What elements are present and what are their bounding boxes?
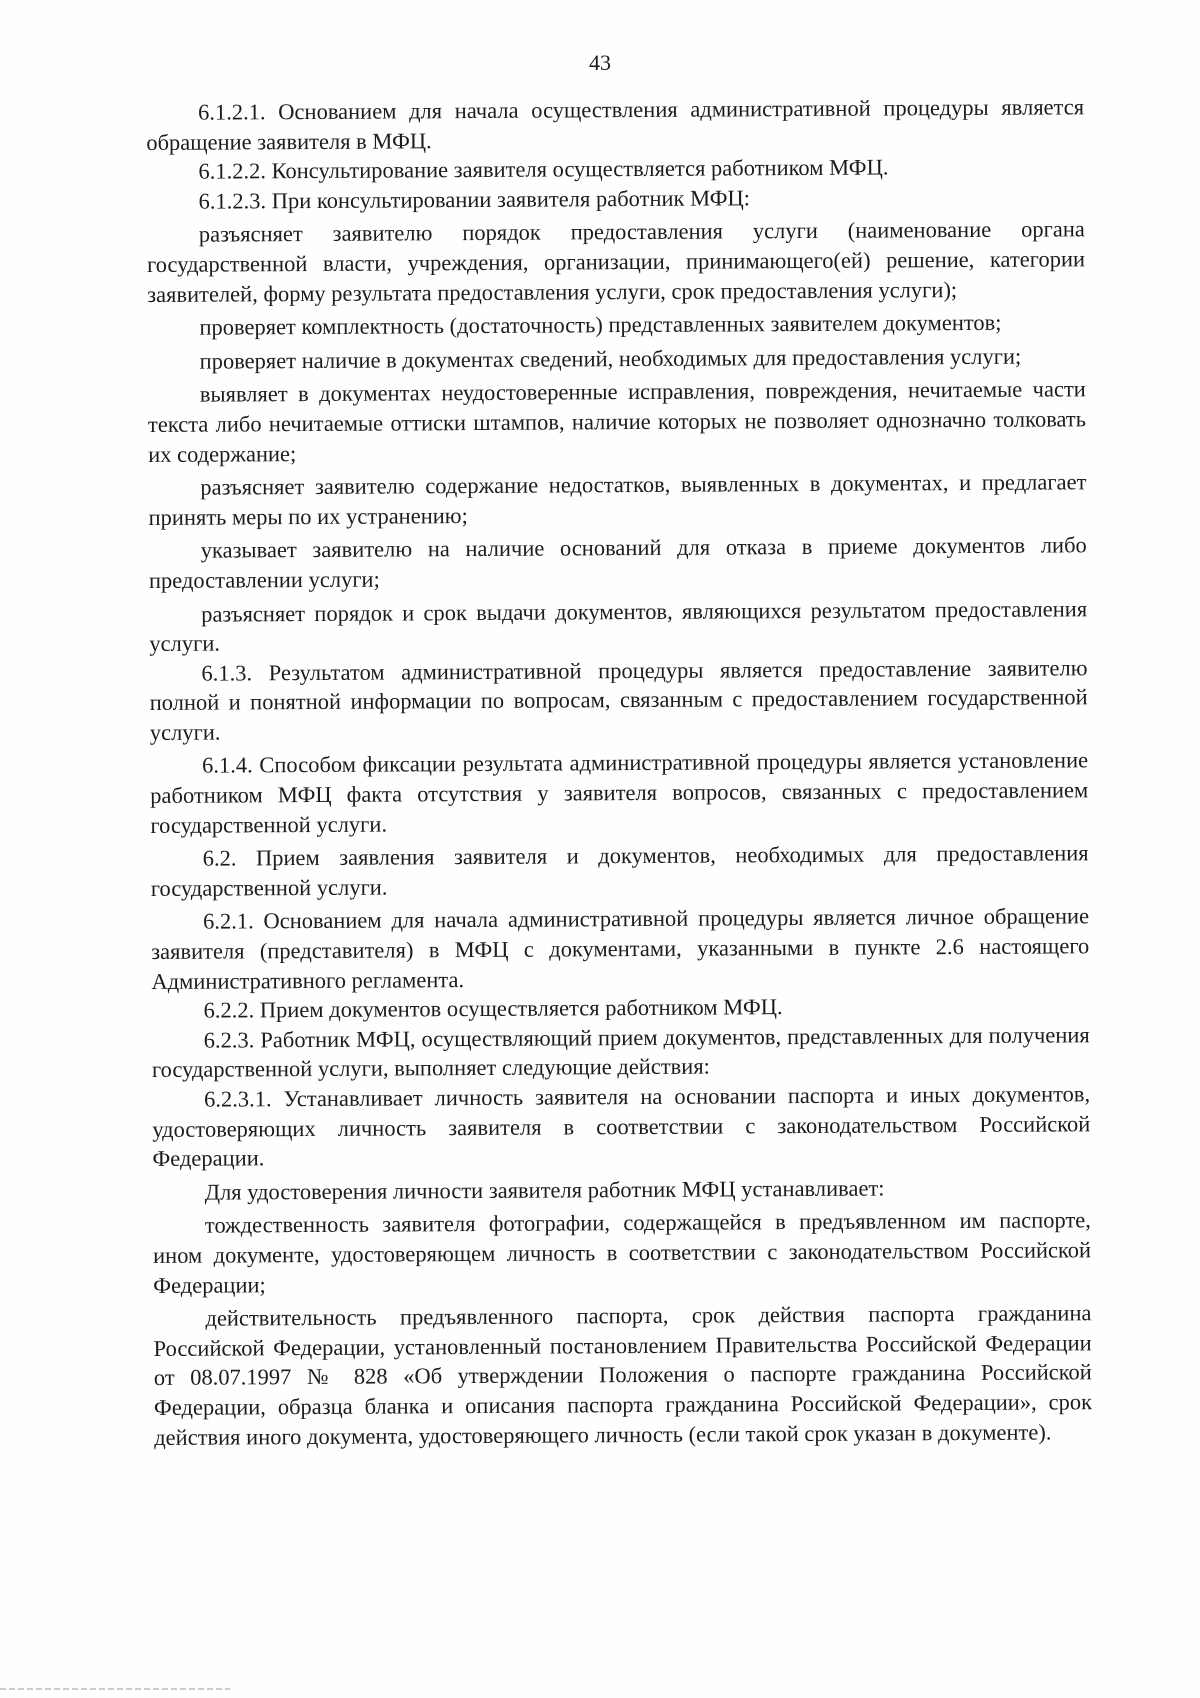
paragraph-6-2-3-1: 6.2.3.1. Устанавливает личность заявителя на основании паспорта и иных документов, удостоверяющих личность заявителя в соответствии с законодательством Российской Федерации. <box>152 1081 1091 1172</box>
paragraph-6-1-2-3: 6.1.2.3. При консультировании заявителя работник МФЦ: <box>198 185 751 214</box>
paragraph-6-2-2: 6.2.2. Прием документов осуществляется работником МФЦ. <box>203 994 783 1023</box>
paragraph-6-1-3: 6.1.3. Результатом административной процедуры является предоставление заявителю полной и понятной информации по вопросам, связанным с предоставлением государственной услуги. <box>149 654 1088 745</box>
paragraph-6-2-3: 6.2.3. Работник МФЦ, осуществляющий прием документов, представленных для получения государственной услуги, выполняет следующие действия: <box>151 1022 1090 1083</box>
list-item-refusal-grounds: указывает заявителю на наличие оснований для отказа в приеме документов либо предоставлении услуги; <box>148 532 1087 593</box>
list-item-photo-identity: тождественность заявителя фотографии, содержащейся в предъявленном им паспорте, ином документе, удостоверяющем личность в соответствии с законодательством Российской Федерации; <box>152 1207 1092 1298</box>
paragraph-identity-verification: Для удостоверения личности заявителя работник МФЦ устанавливает: <box>204 1175 885 1205</box>
list-item-check-information: проверяет наличие в документах сведений, необходимых для предоставления услуги; <box>199 343 1022 374</box>
list-item-detect-corrections: выявляет в документах неудостоверенные исправления, повреждения, нечитаемые части текста либо нечитаемые оттиски штампов, наличие которых не позволяет однозначно толковать их содержание; <box>147 376 1087 467</box>
paragraph-6-1-4: 6.1.4. Способом фиксации результата административной процедуры является установление работником МФЦ факта отсутствия у заявителя вопросов, связанных с предоставлением государственной услуги. <box>150 747 1089 838</box>
paragraph-6-2-1: 6.2.1. Основанием для начала административной процедуры является личное обращение заявителя (представителя) в МФЦ с документами, указанными в пункте 2.6 настоящего Административного регламента. <box>151 903 1090 994</box>
paragraph-6-1-2-2: 6.1.2.2. Консультирование заявителя осуществляется работником МФЦ. <box>198 154 889 184</box>
list-item-explain-deficiencies: разъясняет заявителю содержание недостатков, выявленных в документах, и предлагает принять меры по их устранению; <box>148 469 1087 530</box>
list-item-passport-validity: действительность предъявленного паспорта, срок действия паспорта гражданина Российской Федерации, установленный постановлением Правительства Российской Федерации от 08.07.1997 № 828 «Об утверждении Положения о паспорте гражданина Российской Федерации, образца бланка и описания паспорта гражданина Российской Федерации», срок действия иного документа, удостоверяющего личность (если такой срок указан в документе). <box>153 1300 1093 1450</box>
document-body <box>146 92 1092 1452</box>
paragraph-6-1-2-1: 6.1.2.1. Основанием для начала осуществления административной процедуры является обращение заявителя в МФЦ. <box>146 94 1085 155</box>
scan-edge-artifact <box>0 1688 230 1690</box>
page-number: 43 <box>589 50 611 75</box>
list-item-check-completeness: проверяет комплектность (достаточность) представленных заявителем документов; <box>199 309 1002 340</box>
list-item-explain-procedure: разъясняет заявителю порядок предоставления услуги (наименование органа государственной власти, учреждения, организации, принимающего(ей) решение, категории заявителей, форму результата предоставления услуги, срок предоставления услуги); <box>146 216 1086 307</box>
list-item-issue-procedure: разъясняет порядок и срок выдачи документов, являющихся результатом предоставления услуги. <box>149 595 1088 657</box>
paragraph-6-2: 6.2. Прием заявления заявителя и документов, необходимых для предоставления государственной услуги. <box>150 840 1089 901</box>
